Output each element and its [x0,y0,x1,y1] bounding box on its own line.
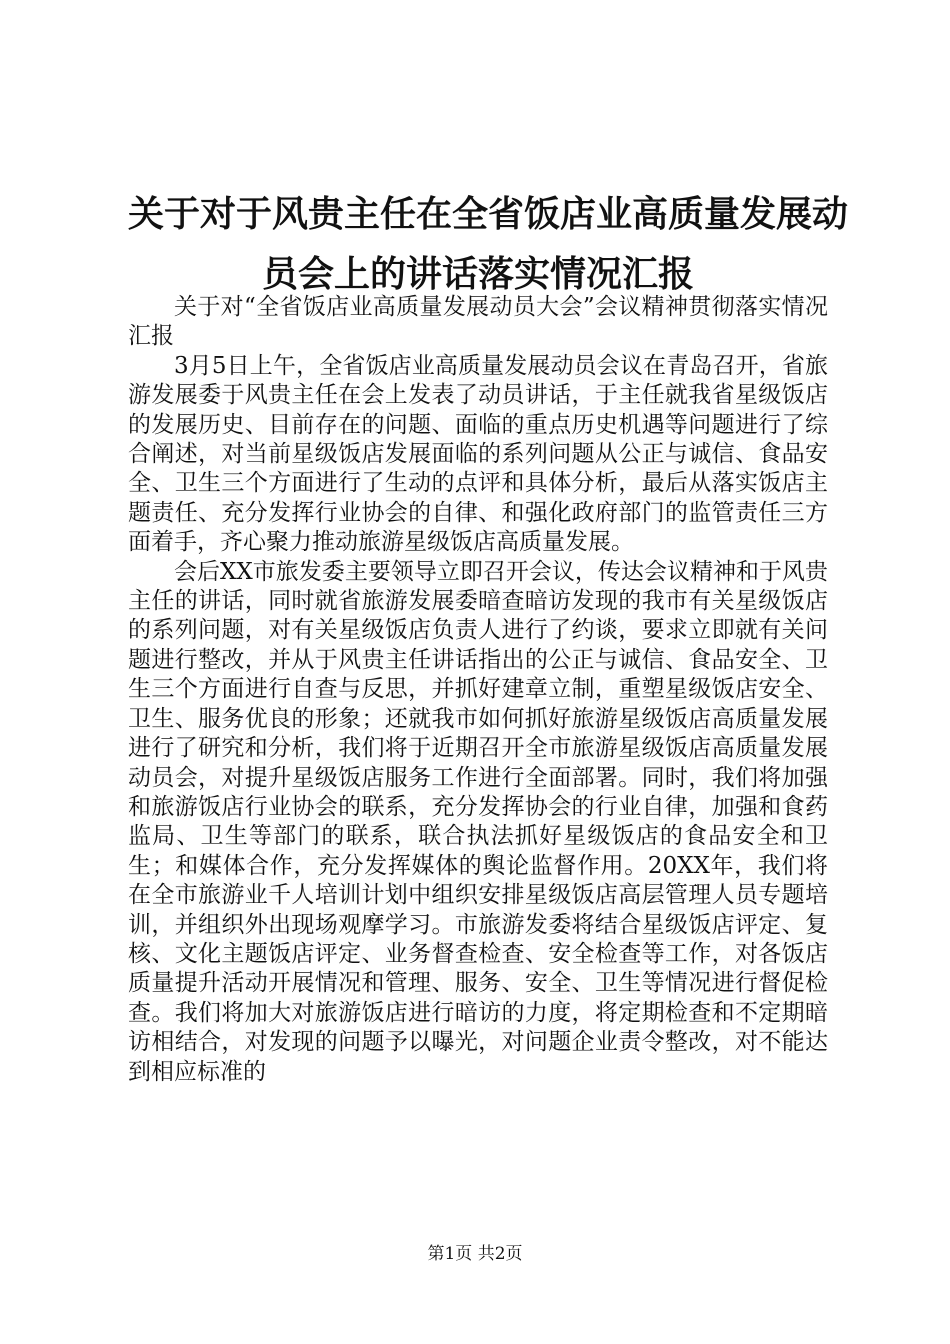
document-title [128,184,849,304]
paragraph-follow-up-actions: 会后XX市旅发委主要领导立即召开会议，传达会议精神和于风贵主任的讲话，同时就省旅游发展委暗查暗访发现的我市有关星级饭店的系列问题，对有关星级饭店负责人进行了约谈，要求立即就有关问题进行整改，并从于风贵主任讲话指出的公正与诚信、食品安全、卫生三个方面进行自查与反思，并抓好建章立制，重塑星级饭店安全、卫生、服务优良的形象；还就我市如何抓好旅游星级饭店高质量发展进行了研究和分析，我们将于近期召开全市旅游星级饭店高质量发展动员会，对提升星级饭店服务工作进行全面部署。同时，我们将加强和旅游饭店行业协会的联系，充分发挥协会的行业自律，加强和食药监局、卫生等部门的联系，联合执法抓好星级饭店的食品安全和卫生；和媒体合作，充分发挥媒体的舆论监督作用。20XX年，我们将在全市旅游业千人培训计划中组织安排星级饭店高层管理人员专题培训，并组织外出现场观摩学习。市旅游发委将结合星级饭店评定、复核、文化主题饭店评定、业务督查检查、安全检查等工作，对各饭店质量提升活动开展情况和管理、服务、安全、卫生等情况进行督促检查。我们将加大对旅游饭店进行暗访的力度，将定期检查和不定期暗访相结合，对发现的问题予以曝光，对问题企业责令整改，对不能达到相应标准的 [128,558,828,1085]
paragraph-meeting-summary: 3月5日上午，全省饭店业高质量发展动员会议在青岛召开，省旅游发展委于风贵主任在会上发表了动员讲话，于主任就我省星级饭店的发展历史、目前存在的问题、面临的重点历史机遇等问题进行了综合阐述，对当前星级饭店发展面临的系列问题从公正与诚信、食品安全、卫生三个方面进行了生动的点评和具体分析，最后从落实饭店主题责任、充分发挥行业协会的自律、和强化政府部门的监管责任三方面着手，齐心聚力推动旅游星级饭店高质量发展。 [128,352,828,556]
document-body [128,293,828,1087]
page-footer: 第1页 共2页 [427,1244,523,1264]
title-line-2: 员会上的讲话落实情况汇报 [261,253,694,296]
paragraph-subtitle: 关于对“全省饭店业高质量发展动员大会”会议精神贯彻落实情况汇报 [128,294,828,350]
title-line-1: 关于对于风贵主任在全省饭店业高质量发展动 [128,193,849,236]
